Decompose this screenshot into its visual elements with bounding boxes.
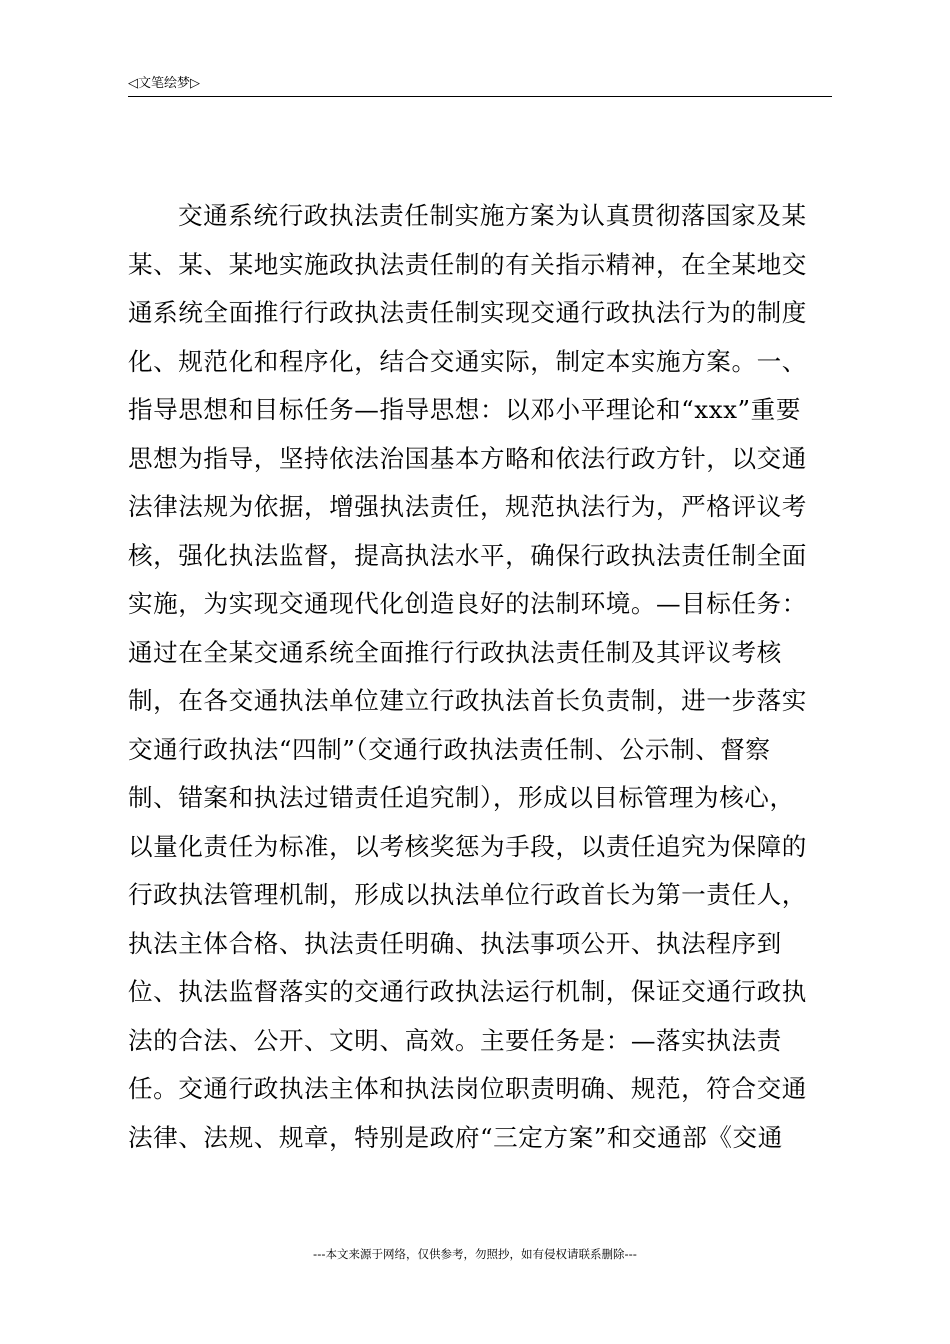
body-line: 任。交通行政执法主体和执法岗位职责明确、规范，符合交通 bbox=[128, 1074, 807, 1103]
body-line: 执法主体合格、执法责任明确、执法事项公开、执法程序到 bbox=[128, 928, 782, 958]
body-line: 核，强化执法监督，提高执法水平，确保行政执法责任制全面 bbox=[128, 540, 807, 570]
body-line: 制、错案和执法过错责任追究制），形成以目标管理为核心， bbox=[128, 783, 795, 812]
body-line: 通系统全面推行行政执法责任制实现交通行政执法行为的制度 bbox=[128, 298, 807, 327]
header-divider bbox=[128, 96, 832, 97]
body-line: 法律法规为依据，增强执法责任，规范执法行为，严格评议考 bbox=[128, 492, 807, 521]
body-line: 思想为指导，坚持依法治国基本方略和依法行政方针，以交通 bbox=[128, 443, 807, 473]
body-line: 以量化责任为标准，以考核奖惩为手段，以责任追究为保障的 bbox=[128, 831, 807, 861]
body-line: 实施，为实现交通现代化创造良好的法制环境。—目标任务： bbox=[128, 589, 807, 618]
body-line: 法的合法、公开、文明、高效。主要任务是：—落实执法责 bbox=[128, 1025, 782, 1055]
body-line: 制，在各交通执法单位建立行政执法首长负责制，进一步落实 bbox=[128, 686, 807, 715]
body-line: 位、执法监督落实的交通行政执法运行机制，保证交通行政执 bbox=[128, 977, 807, 1006]
header-title: ◁文笔绘梦▷ bbox=[128, 76, 200, 91]
body-line: 法律、法规、规章，特别是政府“三定方案”和交通部《交通 bbox=[128, 1122, 783, 1152]
page-header bbox=[128, 74, 832, 96]
body-line: 指导思想和目标任务—指导思想：以邓小平理论和“xxx”重要 bbox=[128, 395, 801, 424]
document-body bbox=[128, 196, 832, 1166]
body-line: 通过在全某交通系统全面推行行政执法责任制及其评议考核 bbox=[128, 637, 782, 667]
body-line: 交通行政执法“四制”（交通行政执法责任制、公示制、督察 bbox=[128, 734, 771, 764]
body-line: 化、规范化和程序化，结合交通实际，制定本实施方案。一、 bbox=[128, 346, 807, 376]
body-line: 交通系统行政执法责任制实施方案为认真贯彻落国家及某 bbox=[178, 201, 807, 230]
page-footer: ---本文来源于网络，仅供参考，勿照抄，如有侵权请联系删除--- bbox=[313, 1247, 637, 1261]
body-line: 行政执法管理机制，形成以执法单位行政首长为第一责任人， bbox=[128, 880, 807, 909]
body-line: 某、某、某地实施政执法责任制的有关指示精神，在全某地交 bbox=[128, 249, 807, 279]
